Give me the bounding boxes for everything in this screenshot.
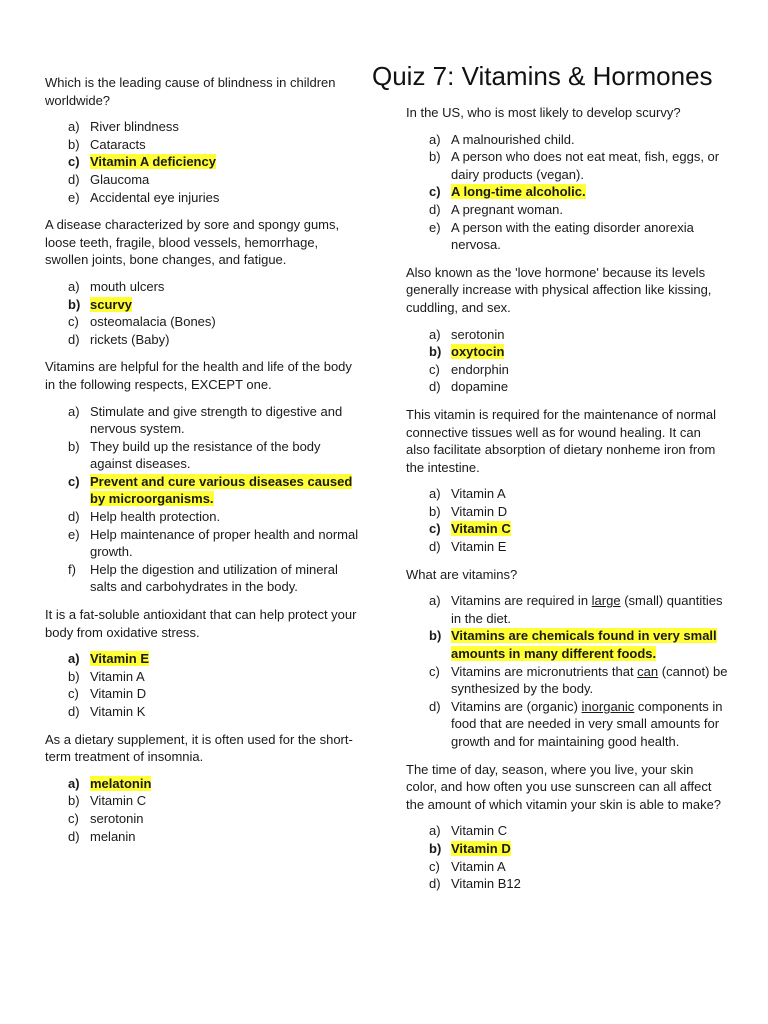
option-text bbox=[90, 118, 363, 136]
option-label: melanin bbox=[90, 828, 136, 844]
option-label: endorphin bbox=[451, 361, 509, 377]
option-letter: c) bbox=[429, 521, 441, 537]
option-label: Vitamin D bbox=[451, 503, 508, 519]
option-text bbox=[451, 131, 728, 149]
option-text bbox=[90, 526, 363, 561]
answer-option bbox=[45, 403, 363, 438]
option-text bbox=[90, 792, 363, 810]
option-text-segment: Vitamins are (organic) bbox=[451, 698, 582, 714]
option-letter: b) bbox=[68, 296, 81, 312]
option-letter: b) bbox=[429, 840, 442, 856]
answer-options bbox=[45, 278, 363, 348]
answer-option bbox=[406, 822, 728, 840]
option-text bbox=[451, 183, 728, 201]
left-column bbox=[45, 74, 363, 855]
option-label: osteomalacia (Bones) bbox=[90, 314, 216, 330]
question-text: Vitamins are helpful for the health and life of the body in the following respects, EXCEPT one. bbox=[45, 359, 352, 392]
answer-option bbox=[406, 219, 728, 254]
option-letter: d) bbox=[429, 539, 441, 555]
option-text bbox=[90, 561, 363, 596]
question-block bbox=[406, 264, 728, 396]
answer-option bbox=[406, 378, 728, 396]
option-text-segment: Vitamins are required in bbox=[451, 593, 592, 609]
answer-option bbox=[45, 118, 363, 136]
answer-option bbox=[406, 592, 728, 627]
option-text bbox=[451, 663, 728, 698]
option-letter: c) bbox=[68, 686, 79, 702]
option-text bbox=[90, 403, 363, 438]
option-label: A person with the eating disorder anorexia nervosa. bbox=[451, 219, 694, 253]
answer-option bbox=[406, 131, 728, 149]
option-letter: b) bbox=[429, 628, 442, 644]
option-letter: a) bbox=[429, 593, 441, 609]
answer-option bbox=[45, 171, 363, 189]
page-title: Quiz 7: Vitamins & Hormones bbox=[372, 61, 713, 92]
option-letter: d) bbox=[429, 201, 441, 217]
answer-option bbox=[406, 485, 728, 503]
option-text-segment: components in food that are needed in very small amounts for growth and for maintaining good health. bbox=[451, 698, 723, 749]
option-text bbox=[90, 136, 363, 154]
option-letter: b) bbox=[68, 793, 80, 809]
option-label: They build up the resistance of the body against diseases. bbox=[90, 438, 321, 472]
option-label: Vitamin B12 bbox=[451, 876, 521, 892]
answer-option bbox=[406, 538, 728, 556]
question-text: Which is the leading cause of blindness in children worldwide? bbox=[45, 75, 336, 108]
option-letter: c) bbox=[68, 154, 80, 170]
answer-option bbox=[45, 792, 363, 810]
answer-option bbox=[406, 503, 728, 521]
option-letter: c) bbox=[68, 473, 80, 489]
option-label: rickets (Baby) bbox=[90, 331, 170, 347]
highlighted-answer: Vitamin C bbox=[451, 521, 511, 537]
option-letter: d) bbox=[429, 698, 441, 714]
option-letter: e) bbox=[429, 219, 441, 235]
answer-options bbox=[406, 822, 728, 892]
option-text bbox=[451, 361, 728, 379]
underlined-term: large bbox=[591, 593, 621, 609]
highlighted-answer: Vitamin E bbox=[90, 651, 150, 667]
option-text bbox=[90, 171, 363, 189]
answer-option bbox=[45, 189, 363, 207]
option-label: River blindness bbox=[90, 119, 179, 135]
option-text-segment: (cannot) be synthesized by the body. bbox=[451, 663, 728, 697]
option-letter: c) bbox=[429, 361, 440, 377]
answer-options bbox=[406, 326, 728, 396]
option-letter: c) bbox=[429, 663, 440, 679]
option-label: Help health protection. bbox=[90, 509, 221, 525]
option-letter: d) bbox=[68, 509, 80, 525]
answer-option bbox=[45, 668, 363, 686]
question-text: A disease characterized by sore and spongy gums, loose teeth, fragile, blood vessels, hemorrhage, swollen joints, bone changes, and fatigue. bbox=[45, 217, 340, 268]
option-label: Help maintenance of proper health and normal growth. bbox=[90, 526, 359, 560]
option-text bbox=[451, 343, 728, 361]
highlighted-answer: Vitamin D bbox=[451, 840, 511, 856]
answer-option bbox=[406, 858, 728, 876]
answer-option-correct bbox=[45, 650, 363, 668]
underlined-term: can bbox=[637, 663, 659, 679]
answer-options bbox=[45, 650, 363, 720]
answer-option-correct bbox=[45, 473, 363, 508]
option-letter: a) bbox=[429, 131, 441, 147]
option-text bbox=[451, 698, 728, 751]
answer-option bbox=[45, 136, 363, 154]
option-text bbox=[90, 775, 363, 793]
question-block bbox=[406, 104, 728, 254]
question-block bbox=[406, 761, 728, 893]
question-block bbox=[45, 216, 363, 348]
answer-option-correct bbox=[406, 840, 728, 858]
option-letter: d) bbox=[429, 379, 441, 395]
option-text bbox=[90, 685, 363, 703]
option-label: Help the digestion and utilization of mineral salts and carbohydrates in the body. bbox=[90, 561, 338, 595]
option-text bbox=[90, 296, 363, 314]
question-block bbox=[45, 606, 363, 721]
option-text bbox=[451, 520, 728, 538]
option-text bbox=[90, 703, 363, 721]
option-label: Vitamin C bbox=[90, 793, 147, 809]
answer-options bbox=[45, 775, 363, 845]
answer-option-correct bbox=[406, 183, 728, 201]
option-text-segment: (small) quantities in the diet. bbox=[451, 593, 723, 626]
option-letter: e) bbox=[68, 526, 80, 542]
option-label: dopamine bbox=[451, 379, 509, 395]
option-label: A malnourished child. bbox=[451, 131, 575, 147]
question-text: It is a fat-soluble antioxidant that can help protect your body from oxidative stress. bbox=[45, 607, 357, 640]
option-letter: a) bbox=[429, 326, 441, 342]
option-label: Accidental eye injuries bbox=[90, 189, 220, 205]
option-label: Vitamin E bbox=[451, 539, 507, 555]
option-text bbox=[90, 313, 363, 331]
answer-option bbox=[406, 148, 728, 183]
option-label: Vitamin D bbox=[90, 686, 147, 702]
answer-option bbox=[45, 313, 363, 331]
answer-option bbox=[45, 438, 363, 473]
highlighted-answer: oxytocin bbox=[451, 344, 505, 360]
answer-option bbox=[45, 526, 363, 561]
question-text: This vitamin is required for the maintenance of normal connective tissues well as for wound healing. It can also facilitate absorption of dietary nonheme iron from the intestine. bbox=[406, 406, 716, 475]
option-label: A pregnant woman. bbox=[451, 201, 564, 217]
option-text bbox=[90, 278, 363, 296]
answer-options bbox=[406, 485, 728, 555]
option-text bbox=[451, 858, 728, 876]
option-letter: c) bbox=[429, 858, 440, 874]
option-text bbox=[451, 378, 728, 396]
option-letter: d) bbox=[68, 828, 80, 844]
answer-option bbox=[45, 331, 363, 349]
question-text: Also known as the 'love hormone' because its levels generally increase with physical affection like kissing, cuddling, and sex. bbox=[406, 264, 712, 315]
highlighted-answer: Prevent and cure various diseases caused by microorganisms. bbox=[90, 473, 353, 507]
highlighted-answer: A long-time alcoholic. bbox=[451, 184, 586, 200]
answer-option-correct bbox=[45, 296, 363, 314]
option-text bbox=[451, 219, 728, 254]
answer-option bbox=[45, 685, 363, 703]
option-letter: c) bbox=[429, 184, 441, 200]
option-label: Vitamin A bbox=[90, 668, 145, 684]
option-text bbox=[451, 503, 728, 521]
option-label: Glaucoma bbox=[90, 171, 150, 187]
option-letter: a) bbox=[68, 119, 80, 135]
answer-option bbox=[406, 326, 728, 344]
option-letter: d) bbox=[68, 704, 80, 719]
option-label: mouth ulcers bbox=[90, 278, 165, 294]
answer-option bbox=[406, 663, 728, 698]
question-block bbox=[45, 74, 363, 206]
option-text bbox=[90, 438, 363, 473]
option-letter: b) bbox=[429, 503, 441, 519]
highlighted-answer: scurvy bbox=[90, 296, 132, 312]
underlined-term: inorganic bbox=[581, 698, 635, 714]
highlighted-answer: melatonin bbox=[90, 775, 152, 791]
option-label: serotonin bbox=[451, 326, 505, 342]
option-text bbox=[451, 840, 728, 858]
option-text bbox=[451, 875, 728, 893]
option-label: Vitamin A bbox=[451, 858, 506, 874]
option-text bbox=[90, 650, 363, 668]
question-text: In the US, who is most likely to develop scurvy? bbox=[406, 105, 681, 120]
option-letter: a) bbox=[68, 403, 80, 419]
answer-options bbox=[45, 118, 363, 206]
answer-options bbox=[406, 131, 728, 254]
option-text-segment: Vitamins are micronutrients that bbox=[451, 663, 638, 679]
right-column bbox=[406, 104, 728, 903]
answer-option bbox=[45, 828, 363, 846]
option-text bbox=[90, 828, 363, 846]
option-text bbox=[451, 485, 728, 503]
question-block bbox=[406, 406, 728, 556]
option-letter: d) bbox=[68, 331, 80, 347]
option-letter: b) bbox=[429, 344, 442, 360]
highlighted-answer: Vitamins are chemicals found in very small amounts in many different foods. bbox=[451, 628, 717, 662]
option-text bbox=[451, 822, 728, 840]
option-letter: a) bbox=[68, 278, 80, 294]
answer-option bbox=[406, 875, 728, 893]
option-letter: d) bbox=[68, 171, 80, 187]
question-block bbox=[45, 731, 363, 846]
option-label: Vitamin K bbox=[90, 704, 146, 719]
answer-option bbox=[45, 703, 363, 721]
option-letter: b) bbox=[68, 438, 80, 454]
option-letter: e) bbox=[68, 189, 80, 205]
option-letter: c) bbox=[68, 810, 79, 826]
option-text bbox=[90, 810, 363, 828]
option-label: Vitamin A bbox=[451, 486, 506, 502]
option-text bbox=[451, 326, 728, 344]
option-text bbox=[451, 201, 728, 219]
answer-option-correct bbox=[45, 153, 363, 171]
option-letter: a) bbox=[429, 823, 441, 839]
option-letter: a) bbox=[429, 486, 441, 502]
option-label: Vitamin C bbox=[451, 823, 508, 839]
option-label: A person who does not eat meat, fish, eggs, or dairy products (vegan). bbox=[451, 149, 720, 182]
option-text bbox=[451, 592, 728, 627]
answer-option bbox=[406, 698, 728, 751]
answer-options bbox=[45, 403, 363, 597]
option-text bbox=[451, 627, 728, 662]
answer-option bbox=[406, 361, 728, 379]
answer-option-correct bbox=[45, 775, 363, 793]
option-text bbox=[90, 153, 363, 171]
option-text bbox=[90, 473, 363, 508]
question-block bbox=[45, 358, 363, 596]
answer-option bbox=[45, 278, 363, 296]
option-letter: d) bbox=[429, 876, 441, 892]
answer-option-correct bbox=[406, 520, 728, 538]
answer-option bbox=[45, 508, 363, 526]
option-label: Stimulate and give strength to digestive and nervous system. bbox=[90, 403, 343, 437]
option-letter: a) bbox=[68, 651, 80, 667]
question-text: What are vitamins? bbox=[406, 566, 518, 582]
option-letter: b) bbox=[429, 149, 441, 165]
answer-options bbox=[406, 592, 728, 750]
question-text: As a dietary supplement, it is often used for the short-term treatment of insomnia. bbox=[45, 731, 353, 765]
answer-option-correct bbox=[406, 627, 728, 662]
option-text bbox=[451, 538, 728, 556]
answer-option-correct bbox=[406, 343, 728, 361]
option-text bbox=[451, 148, 728, 183]
option-letter: a) bbox=[68, 775, 80, 791]
option-letter: c) bbox=[68, 314, 79, 330]
question-block bbox=[406, 566, 728, 751]
answer-option bbox=[45, 561, 363, 596]
answer-option bbox=[45, 810, 363, 828]
option-text bbox=[90, 331, 363, 349]
option-text bbox=[90, 189, 363, 207]
option-label: serotonin bbox=[90, 810, 144, 826]
option-letter: b) bbox=[68, 668, 80, 684]
question-text: The time of day, season, where you live, your skin color, and how often you use sunscreen can all affect the amount of which vitamin your skin is able to make? bbox=[406, 761, 722, 812]
option-letter: b) bbox=[68, 136, 80, 152]
option-text bbox=[90, 508, 363, 526]
option-label: Cataracts bbox=[90, 136, 146, 152]
answer-option bbox=[406, 201, 728, 219]
option-text bbox=[90, 668, 363, 686]
option-letter: f) bbox=[68, 561, 76, 577]
highlighted-answer: Vitamin A deficiency bbox=[90, 154, 216, 170]
